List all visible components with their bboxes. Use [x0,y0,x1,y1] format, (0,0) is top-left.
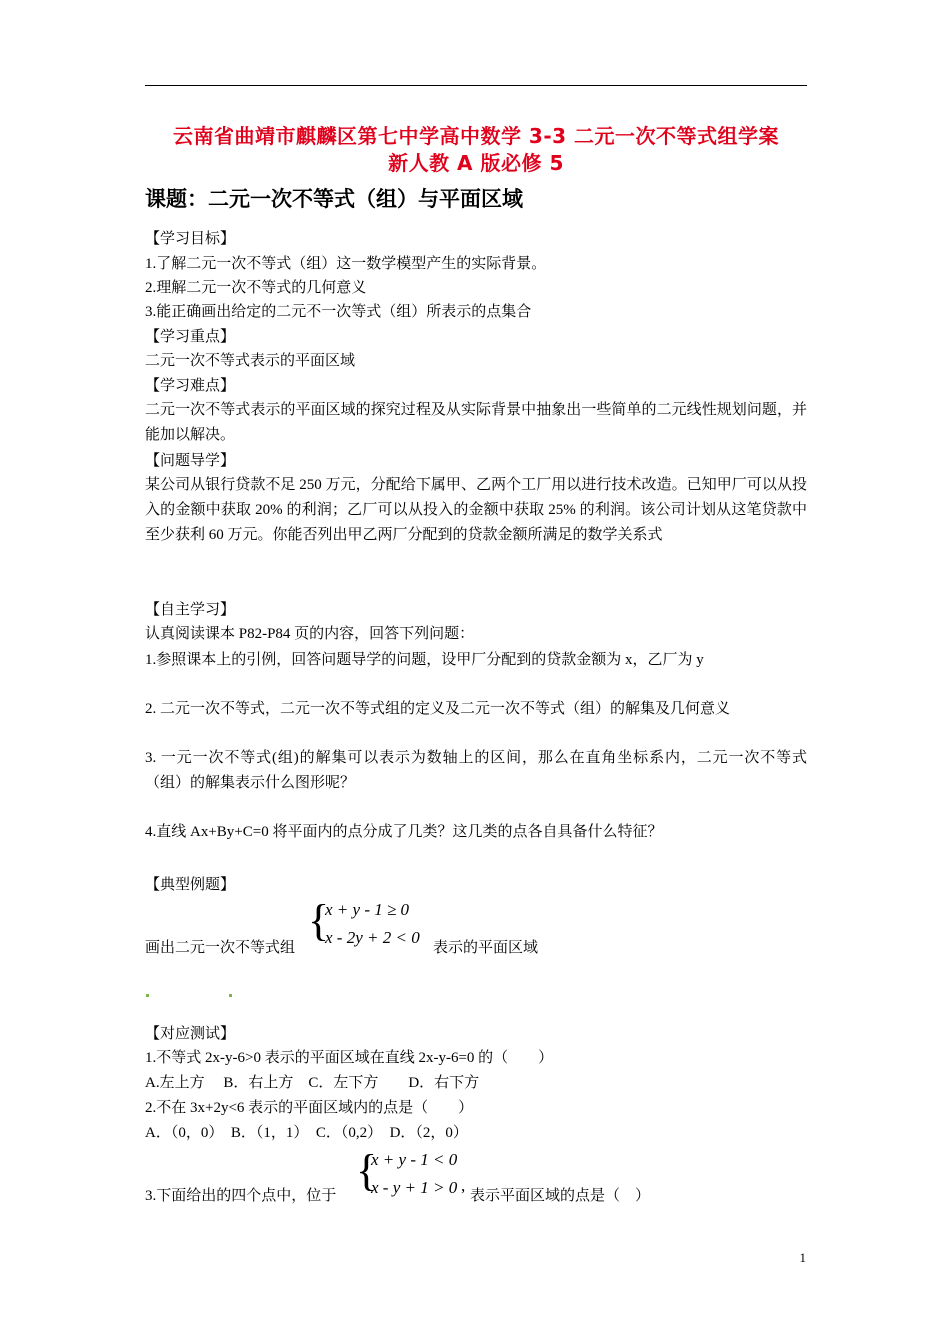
objective-item-2: 2.理解二元一次不等式的几何意义 [145,280,367,296]
test-question-2: 2.不在 3x+2y<6 表示的平面区域内的点是（ ） [145,1100,474,1116]
guide-heading: 【问题导学】 [145,453,236,469]
difficulties-heading: 【学习难点】 [145,378,236,394]
example-inequality-1: x + y - 1 ≥ 0 [325,900,410,919]
test-question-1-options: A.左上方 B．右上方 C．左下方 D．右下方 [145,1075,480,1091]
lesson-title: 课题：二元一次不等式（组）与平面区域 [145,187,523,211]
example-heading: 【典型例题】 [145,877,236,893]
self-study-question-4: 4.直线 Ax+By+C=0 将平面内的点分成了几类？这几类的点各自具备什么特征？ [145,824,663,840]
example-system-brace: { [308,896,330,945]
objectives-heading: 【学习目标】 [145,231,236,247]
document-title-line-1: 云南省曲靖市麒麟区第七中学高中数学 3-3 二元一次不等式组学案 [172,124,780,148]
example-prefix: 画出二元一次不等式组 [145,940,296,956]
test-question-3-inequality-2: x - y + 1 > 0 [371,1178,458,1197]
test-question-1: 1.不等式 2x-y-6>0 表示的平面区域在直线 2x-y-6=0 的（ ） [145,1050,554,1066]
test-question-2-options: A．（0，0） B．（1，1） C．（0,2） D．（2，0） [145,1125,468,1141]
test-question-3-brace: { [356,1146,378,1195]
objective-item-3: 3.能正确画出给定的二元不一次等式（组）所表示的点集合 [145,304,532,320]
example-suffix: 表示的平面区域 [433,940,539,956]
objective-item-1: 1.了解二元一次不等式（组）这一数学模型产生的实际背景。 [145,256,547,272]
self-study-question-3: 3. 一元一次不等式(组)的解集可以表示为数轴上的区间，那么在直角坐标系内，二元一次不等式（组）的解集表示什么图形呢？ [145,750,807,791]
key-points-text: 二元一次不等式表示的平面区域 [145,353,356,369]
self-study-heading: 【自主学习】 [145,602,236,618]
difficulties-text: 二元一次不等式表示的平面区域的探究过程及从实际背景中抽象出一些简单的二元线性规划问题，并能加以解决。 [145,402,807,443]
self-study-intro: 认真阅读课本 P82-P84 页的内容，回答下列问题： [145,626,475,642]
header-rule [145,85,807,86]
document-title-line-2: 新人教 A 版必修 5 [388,151,564,175]
decorative-mark [146,994,149,997]
key-points-heading: 【学习重点】 [145,329,236,345]
test-question-3-inequality-1: x + y - 1 < 0 [371,1150,458,1169]
test-question-3-prefix: 3.下面给出的四个点中，位于 [145,1188,337,1204]
example-inequality-2: x - 2y + 2 < 0 [325,928,420,947]
guide-text: 某公司从银行贷款不足 250 万元，分配给下属甲、乙两个工厂用以进行技术改造。已知甲厂可以从投入的金额中获取 20% 的利润；乙厂可以从投入的金额中获取 25% 的利润。该公司计划从这笔贷款中至少获利 60 万元。你能否列出甲乙两厂分配到的贷款金额所满足的数学关系式 [145,477,807,543]
self-study-question-2: 2. 二元一次不等式，二元一次不等式组的定义及二元一次不等式（组）的解集及几何意义 [145,701,731,717]
test-heading: 【对应测试】 [145,1026,236,1042]
self-study-question-1: 1.参照课本上的引例，回答问题导学的问题，设甲厂分配到的贷款金额为 x，乙厂为 y [145,652,704,668]
test-question-3-comma: , [461,1176,466,1195]
decorative-mark [229,994,232,997]
page-number: 1 [799,1250,806,1265]
test-question-3-suffix: 表示平面区域的点是（ ） [470,1188,651,1204]
